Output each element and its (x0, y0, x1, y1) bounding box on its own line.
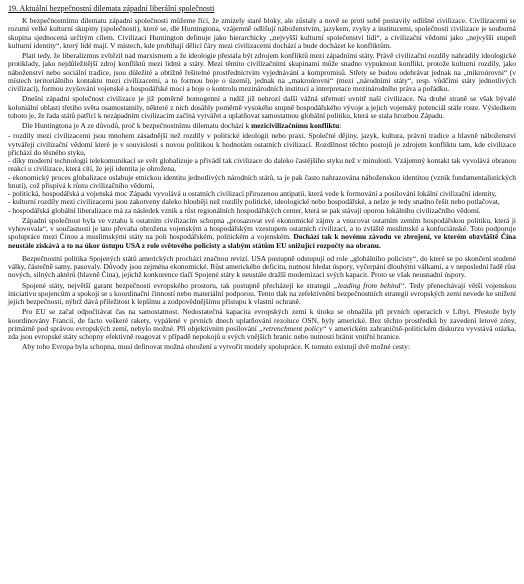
list-item: - hospodářská globální liberalizace má za následek vznik a růst regionálních hospodářských center, která se pak stávají oporou lokálního civilizačního vědomí. (8, 205, 481, 215)
huntington-reasons-bold: mezicivilizačnímu konfliktu (251, 121, 340, 130)
leading-lead: Spojené státy, největší garant bezpečnosti evropského prostoru, tak postupně přecházejí ke strategii (22, 280, 334, 290)
paragraph-arms-race (8, 217, 516, 250)
leading-italic: „leading from behind“ (333, 280, 405, 290)
reasons-list (8, 132, 516, 215)
paragraph-leading-from-behind (8, 282, 516, 307)
list-item: - díky moderní technologii telekomunikací se svět globalizuje a přivádí tak civilizace do daleko častějšího styku než v minulosti. Vzájemný kontakt tak vyvolává obranou reakci u civilizace, která cítí, že její identita je ohrožena, (8, 156, 516, 174)
eu-lead: Pro EU se začal odpočítávat čas na samostatnost. Nedostatečná kapacita evropských zemí k útoku se obnažila při prvních operacích v Libyi. Přestože byly koordinovány Francií, de facto veškeré rakety, vypálené v prvních dnech uplatňování rezoluce OSN, byly americké. Bez těchto prostředků by zavedení letové zóny, primárně pod správou evropských zemí, nebylo možné. Při objektivním posílování (8, 307, 516, 333)
leading-tail: . Tedy přenechávají větší vojenskou iniciativu spojencům a spokojí se s koordinační činností nebo materiální podporou. Tento tlak na zefektivnění bezpečnostních strategií evropských zemí nevede ke snížení jejich bezpečnosti, nýbrž dává příležitost k lepšímu a zodpovědnějšímu přístupu k vlastní ochraně. (8, 280, 516, 306)
paragraph-civilizations: K bezpečnostnímu dilematu západní společnosti můžeme říci, že zmizely staré bloky, ale zůstaly a nově se proti sobě postavily odlišné civilizace. Civilizacemi se rozumí velké kulturní skupiny (společnosti), které se, dle Huntingtona, vzájemně odlišují náboženstvím, jazykem, zvyky a institucemi, společností civilizace je souborná skupina sjednocená určitým cílem. Civilizaci Huntington definuje jako hierarchicky „nejvyšší kulturní společenství lidí“, a civilizační vědomí jako „nejvyšší stupeň kulturní identity“, který lidé mají. V místech, kde probíhají dělicí čáry mezi civilizacemi dochází a bude docházet ke konfliktům. (8, 16, 516, 50)
list-item: - rozdíly mezi civilizacemi jsou mnohem zásadnější než rozdíly v politické ideologii nebo praxi. Společné dějiny, jazyk, kultura, právní tradice a hlavně náboženství vytvářejí civilizační vědomí které je v souvislosti s novou politikou k hodnotám ostatních civilizací. Rozdílnost těchto postojů je zdrojem konfliktu tam, kde civilizace přichází do těsného styku, (8, 131, 516, 157)
eu-italic: „retrenchment policy“ (258, 323, 327, 333)
list-item: - kulturní rozdíly mezi civilizacemi jsou zakotveny daleko hlouběji než rozdíly politické, ideologické nebo hospodářské, a nelze je tedy snadno řešit nebo potlačovat, (8, 197, 500, 207)
paragraph-us-policy: Bezpečnostní politika Spojených států amerických prochází značnou revizí. USA postupně odstupují od role „globálního policisty“, do které se po skončení studené války, částečně samy, pasovaly. Důvody jsou zejména ekonomické. Růst amerického deficitu, nutnost hledat úspory, vyčerpání dlouhými válkami, a v neposlední řadě růst nových, silných aktérů (hlavně Čína), jejichž konkurence tlačí Spojené státy k neustále dražší modernizaci svých kapacit. Proto se však neusnadní úspory. (8, 253, 516, 280)
paragraph-liberalism: Platí tedy, že liberalizmus zvítězil nad marxismem a že ideologie přestala být zdrojem konfliktů mezi západními státy. Právě civilizační rozdíly nahradily ideologické protiklady, jako nejdůležitější zdroj konfliktů mezi lidmi a státy. Mezi těmito civilizačními skupinami může snadno vypuknout konflikt, protože kulturní rozdíly, jako náboženství nebo sociální tradice, jsou důležité a obtížně řešitelné prostředníctvím vyjednávání a kompromisů. Střety se budou odehrávat jednak na „mikroúrovni“ (v místech teritoriálního kontaktu mezi civilizacemi, a to formou boje o území), jednak na „makroúrovni“ (mezi „národními státy“, resp. vůdčími státy jednotlivých civilizací), formou zvyšování vojenské a hospodářské moci a boje o kontrolu mezinárodních institucí a interpretace mezinárodního práva a pořádku. (8, 51, 516, 93)
paragraph-eu-independence (8, 308, 516, 341)
section-heading: 19. Aktuální bezpečnostní dilemata západní liberální společnosti (8, 4, 215, 13)
list-item: - ekonomický proces globalizace oslabuje etnickou identitu jednotlivých národních států, ta je pak často nahrazována náboženskou identitou (vznik fundamentalistických hnutí), což přispívá k růstu civilizačního vědomí, (8, 172, 516, 190)
list-item: - politická, hospodářská a vojenská moc Západu vyvolává u ostatních civilizací přirozenou antipatii, která vede k formování a posilování lokální civilizační identity, (8, 189, 497, 198)
eu-tail: v americkém zahraničně-politickém diskurzu vyvstává otázka, zda jsou evropské státy schopny efektivně reagovat v případě nepokojů u svých vnějších hranic nebo nutnosti bránit vnitřní hranice. (8, 323, 517, 341)
paragraph-western-society: Dnešní západní společnost civilizace je již poměrně homogenní a tudíž již nehrozí další vážná střetnutí uvnitř naší civilizace. Na druhé straně se však bývalé koloniální oblasti třetího světa osamostatnily, některé z nich dosáhly poměrně vysokého stupně hospodářského vývoje a jejich vojenský potenciál stále roste. Výsledkem tohoto je, že řada států patřící k nezápadním civilizacím začíná vytvářet a uplatňovat samostatnou globální politiku, která se stala hrozbou Západu. (8, 94, 516, 120)
paragraph-huntington-reasons (8, 122, 516, 130)
paragraph-two-paths: Aby toho Evropa byla schopna, musí definovat možná ohrožení a vytvořit modely spolupráce. K tomuto existují dvě možné cesty: (22, 342, 410, 352)
huntington-reasons-tail: : (339, 121, 342, 130)
arms-race-bold: Dochází tak k novému závodu ve zbrojení, ve kterém obzvláště Čína neustále získává a to na úkor ústupu USA z role světového policisty a slabým státům EU snižující rozpočty na obranu. (8, 232, 517, 250)
huntington-reasons-lead: Dle Huntingtona je A ze důvodů, proč k bezpečnostnímu dilematu dochází k (22, 121, 252, 130)
arms-race-lead: Západní společnost byla ve vztahu k ostatním civilizacím schopna „prosazovat své ekonomické zájmy a vnucovat ostatním zemím hospodářskou politiku, která ji vyhovovala“, v současnosti je tato převaha ohrožena vojenským a hospodářským vzestupem ostatních civilizací, a to zvláště muslimské a konfuciánské. Toto podporuje spolupráce mezi Čínou a muslimskými státy na poli hospodářském, politickém a vojenském. (8, 215, 516, 242)
